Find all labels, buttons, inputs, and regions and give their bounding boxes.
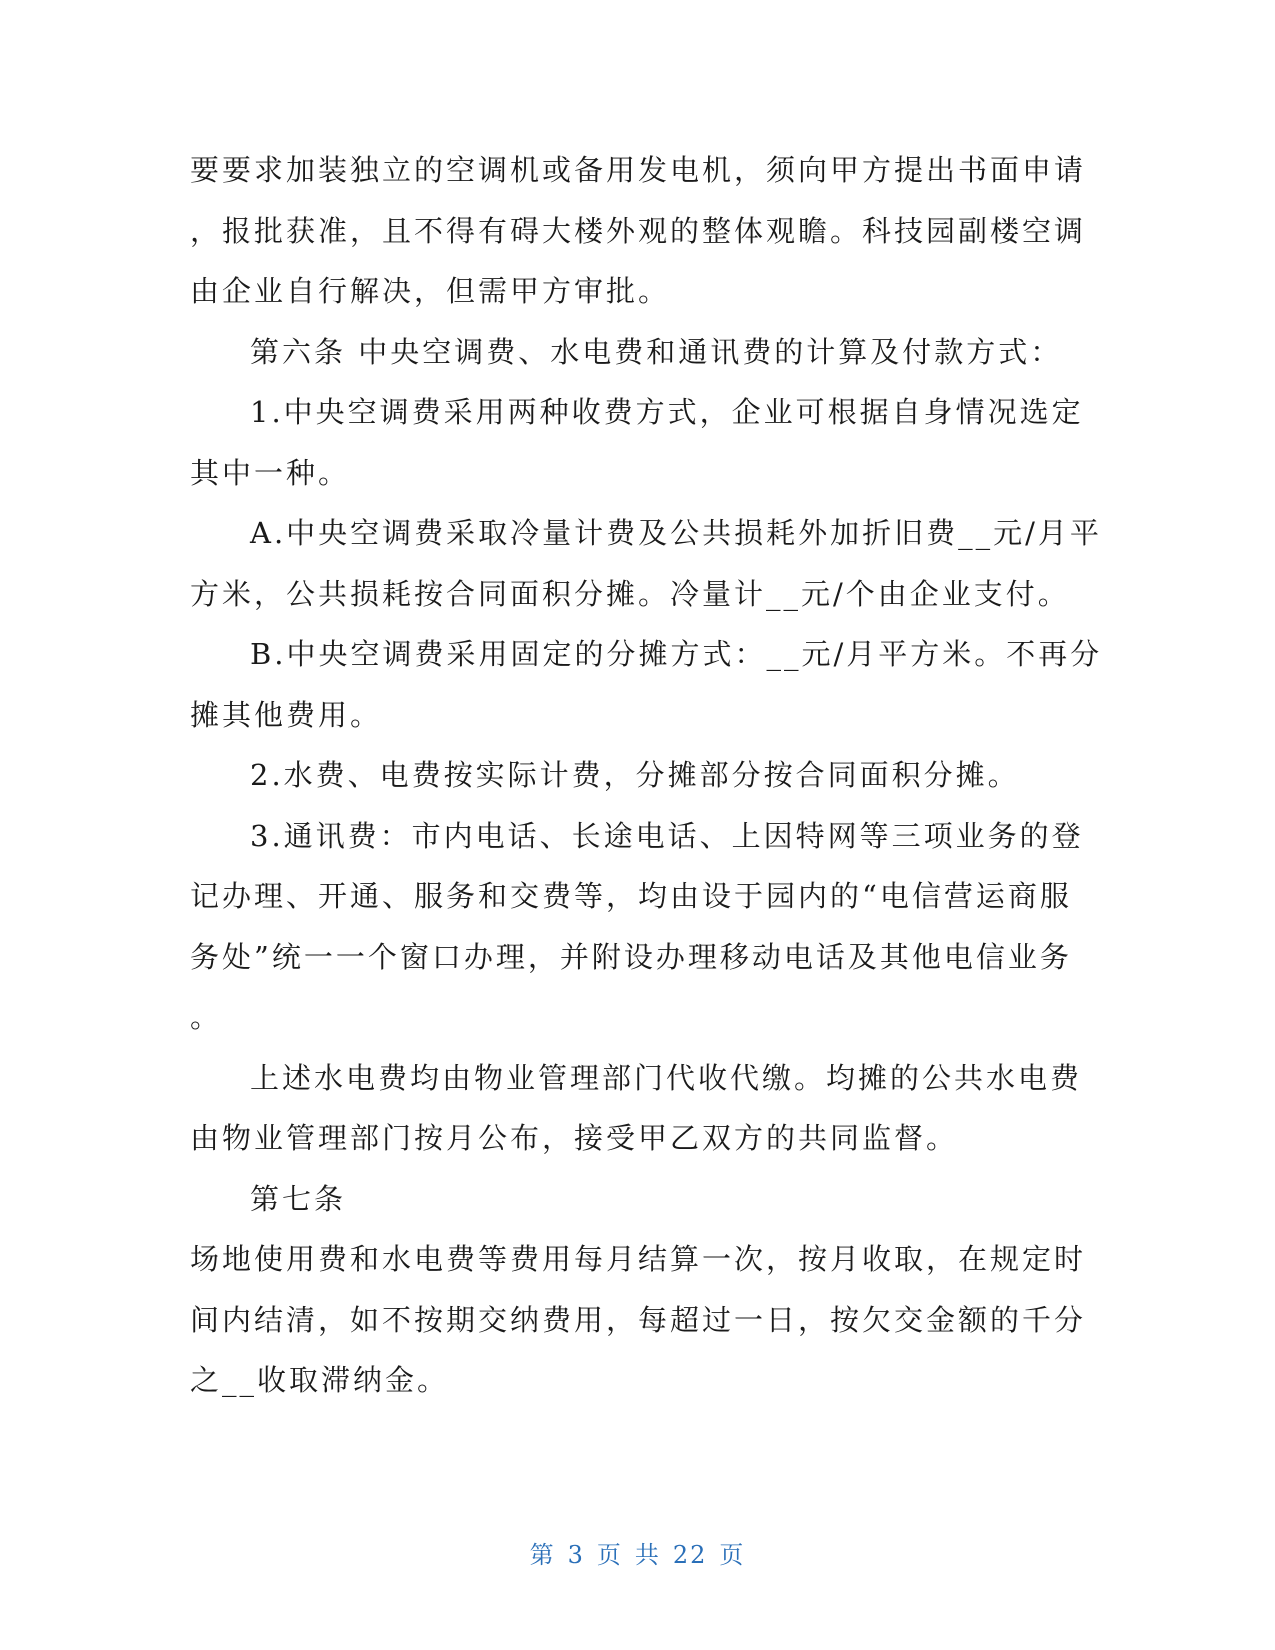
- body-line: 场地使用费和水电费等费用每月结算一次，按月收取，在规定时: [190, 1242, 1087, 1276]
- body-line: 3.通讯费：市内电话、长途电话、上因特网等三项业务的登: [250, 818, 1084, 853]
- body-line: 间内结清，如不按期交纳费用，每超过一日，按欠交金额的千分: [190, 1302, 1087, 1337]
- page-number-footer: [0, 1535, 1275, 1570]
- body-line: B.中央空调费采用固定的分摊方式：__元/月平方米。不再分: [250, 637, 1103, 671]
- body-line: 要要求加装独立的空调机或备用发电机，须向甲方提出书面申请: [190, 153, 1087, 187]
- body-line: 记办理、开通、服务和交费等，均由设于园内的“电信营运商服: [190, 879, 1072, 913]
- footer-suffix: 页: [719, 1541, 746, 1569]
- body-line: 方米，公共损耗按合同面积分摊。冷量计__元/个由企业支付。: [190, 576, 1070, 611]
- body-line: 。: [190, 1000, 223, 1034]
- body-line: 之__收取滞纳金。: [190, 1363, 450, 1397]
- body-line: 由物业管理部门按月公布，接受甲乙双方的共同监督。: [190, 1121, 959, 1155]
- current-page-number: 3: [567, 1541, 585, 1569]
- body-line: 摊其他费用。: [190, 697, 383, 732]
- body-line: 务处”统一一个窗口办理，并附设办理移动电话及其他电信业务: [190, 939, 1072, 974]
- body-line: 由企业自行解决，但需甲方审批。: [190, 274, 671, 308]
- document-body: [190, 140, 1103, 1411]
- body-line: 2.水费、电费按实际计费，分摊部分按合同面积分摊。: [250, 758, 1020, 792]
- body-line: 1.中央空调费采用两种收费方式，企业可根据自身情况选定: [250, 395, 1084, 429]
- footer-prefix: 第: [529, 1541, 556, 1569]
- body-line: A.中央空调费采取冷量计费及公共损耗外加折旧费__元/月平: [250, 516, 1102, 550]
- body-line: 上述水电费均由物业管理部门代收代缴。均摊的公共水电费: [250, 1060, 1083, 1095]
- footer-page-word: 页: [596, 1541, 623, 1569]
- article-six-heading: 第六条 中央空调费、水电费和通讯费的计算及付款方式：: [250, 334, 1063, 369]
- body-line: 其中一种。: [190, 455, 351, 490]
- total-pages-number: 22: [672, 1541, 708, 1569]
- body-line: ，报批获准，且不得有碍大楼外观的整体观瞻。科技园副楼空调: [190, 213, 1087, 248]
- footer-total-word: 共: [634, 1541, 661, 1569]
- article-seven-heading: 第七条: [250, 1181, 347, 1216]
